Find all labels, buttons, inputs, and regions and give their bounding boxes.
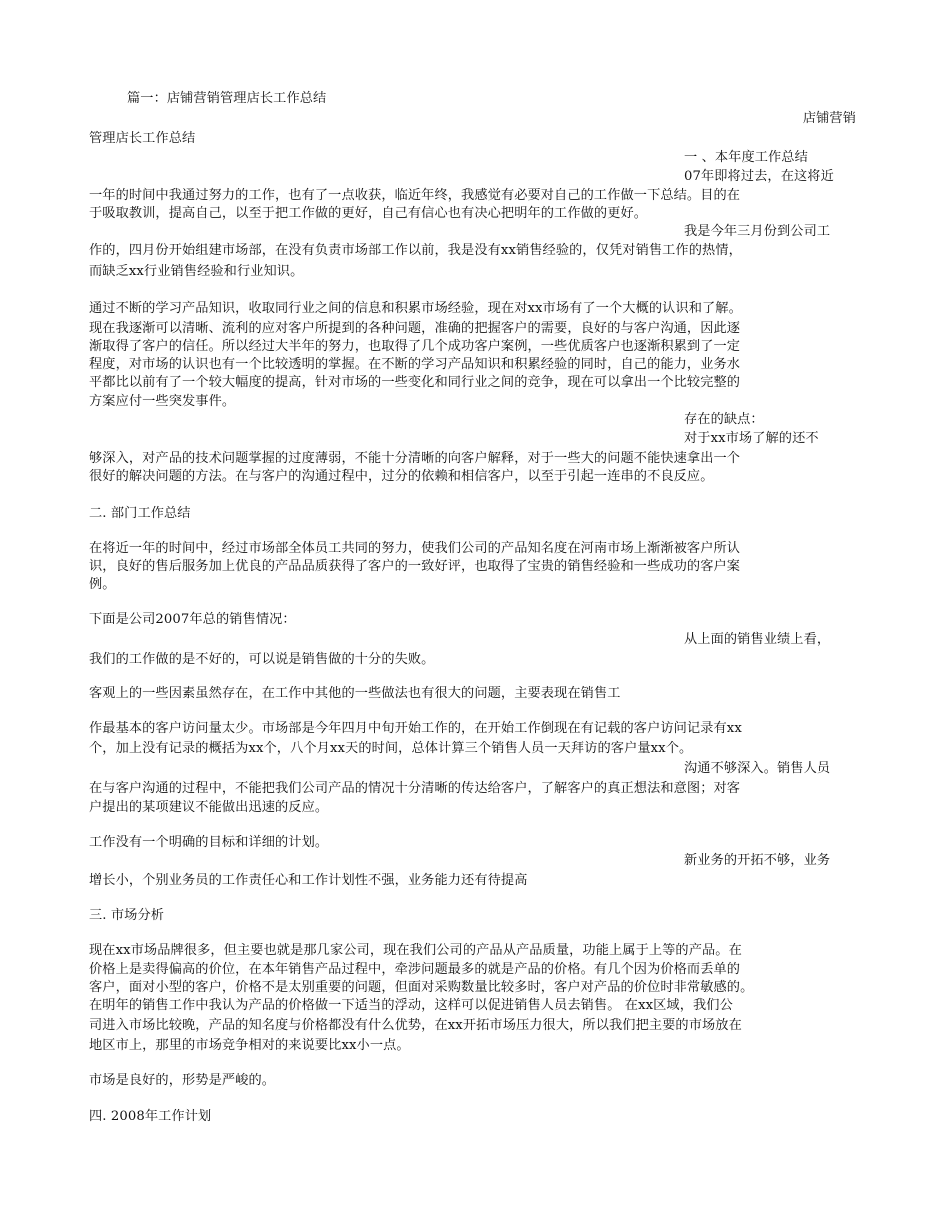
text-line: 程度，对市场的认识也有一个比较透明的掌握。在不断的学习产品知识和积累经验的同时，自己的能力，业务水 xyxy=(89,357,741,372)
text-line: 例。 xyxy=(89,577,116,592)
text-line: 新业务的开拓不够，业务 xyxy=(684,853,831,868)
text-line: 从上面的销售业绩上看， xyxy=(684,632,831,647)
text-line: 很好的解决问题的方法。在与客户的沟通过程中，过分的依赖和相信客户，以至于引起一连串的不良反应。 xyxy=(89,469,714,484)
text-line: 而缺乏xx行业销售经验和行业知识。 xyxy=(89,264,304,279)
text-line: 在与客户沟通的过程中，不能把我们公司产品的情况十分清晰的传达给客户，了解客户的真正想法和意图；对客 xyxy=(89,781,741,796)
text-line: 够深入，对产品的技术问题掌握的过度薄弱，不能十分清晰的向客户解释，对于一些大的问题不能快速拿出一个 xyxy=(89,451,741,466)
text-line: 个，加上没有记录的概括为xx个，八个月xx天的时间，总体计算三个销售人员一天拜访的客户量xx个。 xyxy=(89,741,693,756)
text-line: 价格上是卖得偏高的价位，在本年销售产品过程中，牵涉问题最多的就是产品的价格。有几个因为价格而丢单的 xyxy=(89,962,741,977)
text-line: 司进入市场比较晚，产品的知名度与价格都没有什么优势，在xx开拓市场压力很大，所以我们把主要的市场放在 xyxy=(89,1018,742,1033)
text-line: 通过不断的学习产品知识，收取同行业之间的信息和积累市场经验，现在对xx市场有了一个大概的认识和了解。 xyxy=(89,301,742,316)
text-line: 市场是良好的，形势是严峻的。 xyxy=(89,1073,276,1088)
text-line: 对于xx市场了解的还不 xyxy=(684,431,819,446)
text-line: 我是今年三月份到公司工 xyxy=(684,224,831,239)
text-line: 店铺营销 xyxy=(802,111,856,126)
text-line: 我们的工作做的是不好的，可以说是销售做的十分的失败。 xyxy=(89,652,435,667)
text-line: 地区市上，那里的市场竞争相对的来说要比xx小一点。 xyxy=(89,1038,410,1053)
text-line: 下面是公司2007年总的销售情况： xyxy=(89,612,296,627)
text-line: 存在的缺点： xyxy=(684,412,764,427)
text-line: 作的，四月份开始组建市场部，在没有负责市场部工作以前，我是没有xx销售经验的，仅凭对销售工作的热情， xyxy=(89,243,742,258)
text-line: 在将近一年的时间中，经过市场部全体员工共同的努力，使我们公司的产品知名度在河南市场上渐渐被客户所认 xyxy=(89,541,741,556)
text-line: 一年的时间中我通过努力的工作，也有了一点收获，临近年终，我感觉有必要对自己的工作做一下总结。目的在 xyxy=(89,188,741,203)
text-line: 作最基本的客户访问量太少。市场部是今年四月中旬开始工作的，在开始工作倒现在有记载的客户访问记录有xx xyxy=(89,721,742,736)
text-line: 管理店长工作总结 xyxy=(89,131,196,146)
text-line: 识，良好的售后服务加上优良的产品品质获得了客户的一致好评，也取得了宝贵的销售经验和一些成功的客户案 xyxy=(89,559,741,574)
text-line: 方案应付一些突发事件。 xyxy=(89,394,236,409)
text-line: 07年即将过去，在这将近 xyxy=(684,169,834,184)
text-line: 增长小，个别业务员的工作责任心和工作计划性不强，业务能力还有待提高 xyxy=(89,873,528,888)
text-line: 沟通不够深入。销售人员 xyxy=(684,761,831,776)
text-line: 渐取得了客户的信任。所以经过大半年的努力，也取得了几个成功客户案例，一些优质客户也逐渐积累到了一定 xyxy=(89,339,741,354)
text-line: 客户，面对小型的客户，价格不是太别重要的问题，但面对采购数量比较多时，客户对产品的价位时非常敏感的。 xyxy=(89,980,754,995)
section-heading: 二. 部门工作总结 xyxy=(89,506,191,521)
text-line: 户提出的某项建议不能做出迅速的反应。 xyxy=(89,800,329,815)
text-line: 在明年的销售工作中我认为产品的价格做一下适当的浮动，这样可以促进销售人员去销售。 在xx区域，我们公 xyxy=(89,998,733,1013)
text-line: 平都比以前有了一个较大幅度的提高，针对市场的一些变化和同行业之间的竞争，现在可以拿出一个比较完整的 xyxy=(89,375,741,390)
section-heading: 三. 市场分析 xyxy=(89,908,165,923)
text-line: 现在xx市场品牌很多，但主要也就是那几家公司，现在我们公司的产品从产品质量，功能上属于上等的产品。在 xyxy=(89,943,742,958)
doc-title: 篇一：店铺营销管理店长工作总结 xyxy=(127,91,327,106)
text-line: 于吸取教训，提高自己，以至于把工作做的更好，自己有信心也有决心把明年的工作做的更好。 xyxy=(89,206,648,221)
section-heading: 一 、本年度工作总结 xyxy=(684,150,808,165)
text-line: 现在我逐渐可以清晰、流利的应对客户所提到的各种问题，准确的把握客户的需要，良好的与客户沟通，因此逐 xyxy=(89,321,741,336)
text-line: 工作没有一个明确的目标和详细的计划。 xyxy=(89,835,329,850)
text-line: 客观上的一些因素虽然存在，在工作中其他的一些做法也有很大的问题，主要表现在销售工 xyxy=(89,686,621,701)
section-heading: 四. 2008年工作计划 xyxy=(89,1109,212,1124)
